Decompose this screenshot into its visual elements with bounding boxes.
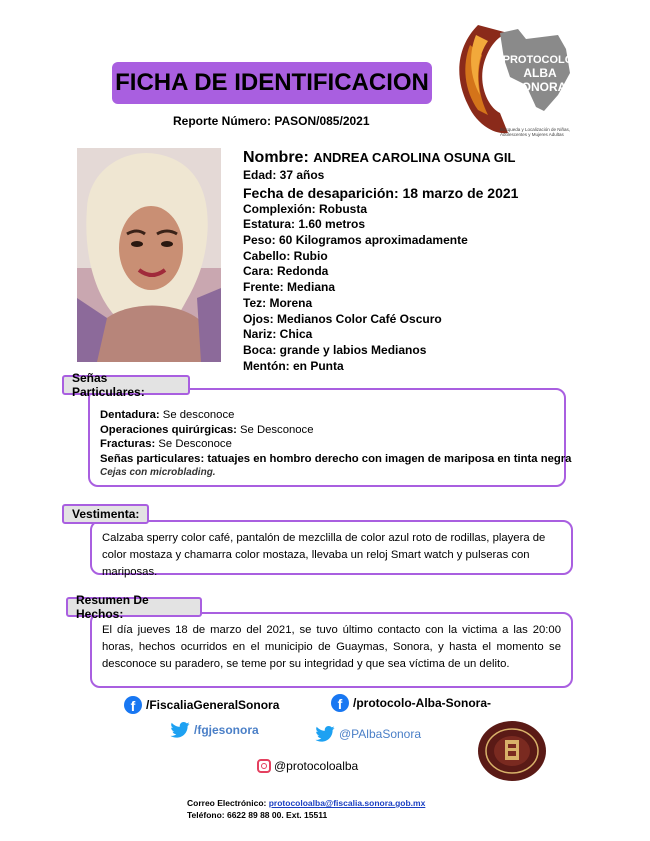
operaciones-line bbox=[100, 423, 554, 438]
resumen-box: El día jueves 18 de marzo del 2021, se tuvo último contacto con la victima a las 20:00 horas, hechos ocurridos en el municipio de Guaymas, Sonora, y hasta el momento se desconoce su paradero, se teme por su integridad y que sea víctima de un delito. bbox=[90, 612, 573, 688]
twitter-icon bbox=[170, 722, 190, 738]
instagram-link[interactable] bbox=[257, 759, 358, 773]
resumen-tab: Resumen De Hechos: bbox=[66, 597, 202, 617]
senas-particulares: Señas particulares: tatuajes en hombro derecho con imagen de mariposa en tinta negra bbox=[100, 452, 572, 465]
fracturas-line bbox=[100, 437, 554, 452]
senas-tab: Señas Particulares: bbox=[62, 375, 190, 395]
age: Edad: 37 años bbox=[243, 168, 325, 182]
hair: Cabello: Rubio bbox=[243, 248, 328, 263]
facebook-icon: f bbox=[331, 694, 349, 712]
facebook-protocolo-link[interactable] bbox=[331, 694, 491, 712]
senas-box bbox=[88, 388, 572, 487]
name-label: Nombre: bbox=[243, 149, 309, 166]
email-label: Correo Electrónico: bbox=[187, 798, 267, 808]
skin: Tez: Morena bbox=[243, 295, 313, 310]
person-photo bbox=[77, 148, 221, 362]
protocolo-alba-logo bbox=[448, 15, 588, 143]
person-details bbox=[243, 148, 518, 374]
operaciones-label: Operaciones quirúrgicas: bbox=[100, 423, 237, 436]
dentadura-line bbox=[100, 408, 554, 423]
fiscalia-seal-icon bbox=[477, 720, 547, 782]
forehead: Frente: Mediana bbox=[243, 280, 336, 295]
build: Complexión: Robusta bbox=[243, 201, 368, 216]
phone-line: Teléfono: 6622 89 88 00. Ext. 15511 bbox=[187, 810, 328, 820]
instagram-icon bbox=[257, 759, 271, 773]
chin: Mentón: en Punta bbox=[243, 358, 344, 373]
height: Estatura: 1.60 metros bbox=[243, 217, 366, 232]
svg-text:ALBA: ALBA bbox=[523, 66, 557, 80]
report-number: Reporte Número: PASON/085/2021 bbox=[173, 114, 370, 128]
contact-footer bbox=[187, 797, 425, 821]
disappearance-date: Fecha de desaparición: 18 marzo de 2021 bbox=[243, 184, 519, 201]
fracturas-label: Fracturas: bbox=[100, 438, 156, 450]
mouth: Boca: grande y labios Medianos bbox=[243, 342, 427, 357]
facebook-icon: f bbox=[124, 696, 142, 714]
twitter-palba-text: @PAlbaSonora bbox=[339, 727, 422, 741]
operaciones-value: Se Desconoce bbox=[240, 423, 314, 436]
dentadura-label: Dentadura: bbox=[100, 409, 160, 421]
name-row bbox=[243, 148, 518, 168]
facebook-protocolo-text: /protocolo-Alba-Sonora- bbox=[353, 696, 491, 710]
vestimenta-tab: Vestimenta: bbox=[62, 504, 149, 524]
svg-text:SONORA: SONORA bbox=[513, 80, 567, 94]
senas-extra: Cejas con microblading. bbox=[100, 467, 216, 478]
twitter-palba-link[interactable] bbox=[315, 726, 421, 742]
dentadura-value: Se desconoce bbox=[162, 409, 235, 421]
nose: Nariz: Chica bbox=[243, 327, 313, 342]
logo-caption: Búsqueda y Localización de Niñas, Adolescentes y Mujeres Adultas bbox=[500, 127, 571, 137]
facebook-fiscalia-link[interactable] bbox=[124, 696, 279, 714]
twitter-fgje-link[interactable] bbox=[170, 722, 259, 738]
vestimenta-box: Calzaba sperry color café, pantalón de mezclilla de color azul roto de rodillas, playera de color mostaza y chamarra color mostaza, llevaba un reloj Smart watch y pulseras con mariposas. bbox=[90, 520, 573, 575]
twitter-icon bbox=[315, 726, 335, 742]
svg-text:PROTOCOLO: PROTOCOLO bbox=[502, 54, 574, 66]
eyes: Ojos: Medianos Color Café Oscuro bbox=[243, 311, 442, 326]
facebook-fiscalia-text: /FiscaliaGeneralSonora bbox=[146, 698, 280, 712]
face: Cara: Redonda bbox=[243, 264, 329, 279]
person-name: ANDREA CAROLINA OSUNA GIL bbox=[313, 150, 516, 165]
weight: Peso: 60 Kilogramos aproximadamente bbox=[243, 233, 468, 248]
email-link[interactable]: protocoloalba@fiscalia.sonora.gob.mx bbox=[268, 798, 426, 808]
instagram-text: @protocoloalba bbox=[274, 759, 359, 773]
fracturas-value: Se Desconoce bbox=[158, 438, 232, 450]
twitter-fgje-text: /fgjesonora bbox=[194, 723, 259, 737]
email-line bbox=[187, 797, 425, 809]
page-title: FICHA DE IDENTIFICACION bbox=[112, 62, 432, 104]
